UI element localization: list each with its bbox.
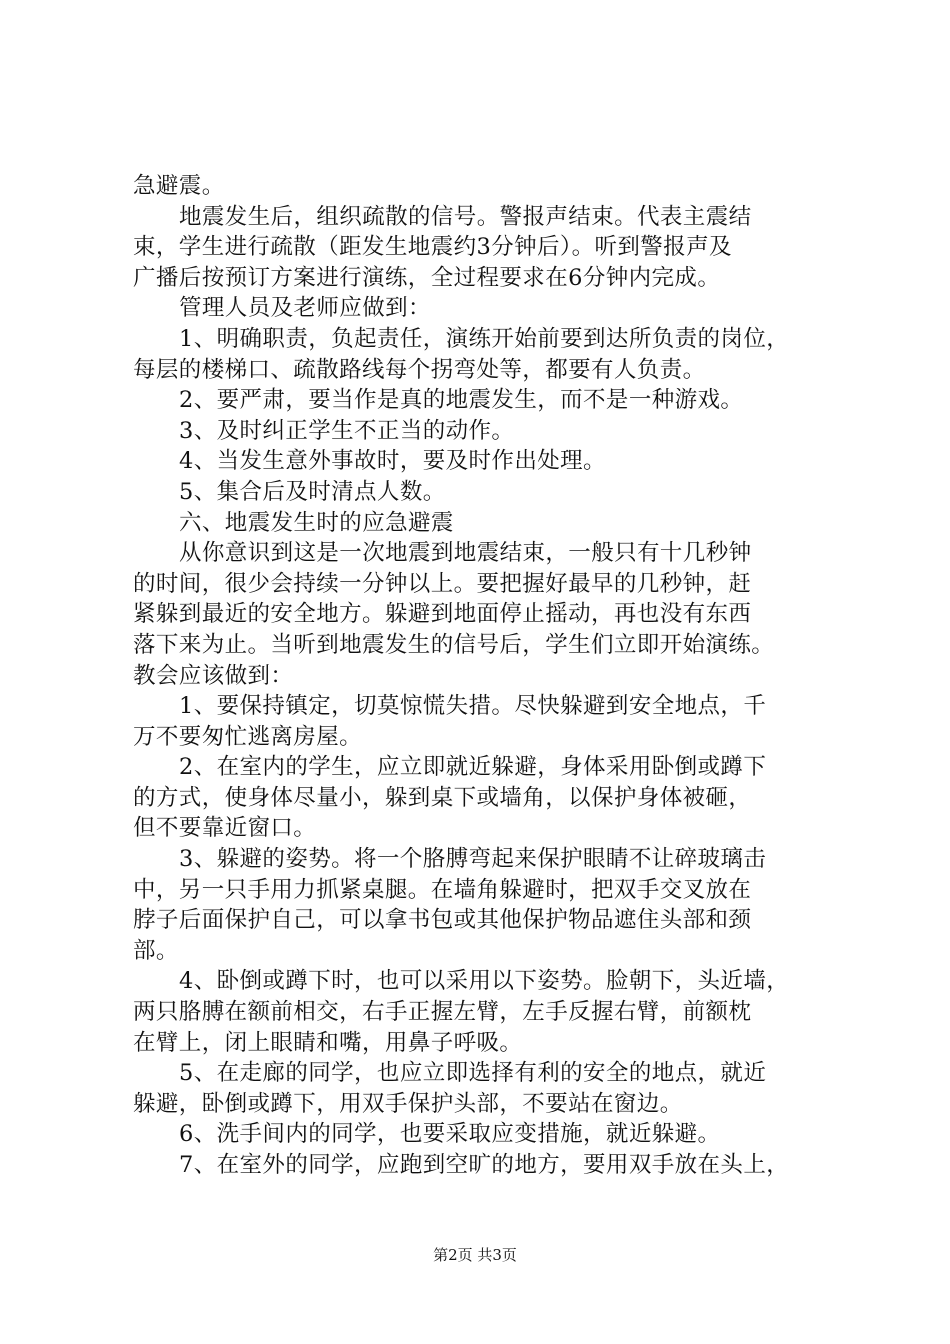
text-line: 管理人员及老师应做到： — [179, 295, 431, 322]
text-line: 急避震。 — [133, 173, 225, 199]
text-line: 7、在室外的同学，应跑到空旷的地方，要用双手放在头上， — [179, 1152, 790, 1178]
text-line: 教会应该做到： — [133, 662, 294, 689]
text-line: 3、及时纠正学生不正当的动作。 — [179, 417, 515, 444]
text-line: 部。 — [133, 937, 179, 964]
text-line: 万不要匆忙逃离房屋。 — [133, 723, 363, 750]
text-line: 中，另一只手用力抓紧桌腿。在墙角躲避时，把双手交叉放在 — [133, 876, 752, 903]
text-line: 4、卧倒或蹲下时，也可以采用以下姿势。脸朝下，头近墙， — [179, 968, 790, 995]
text-line: 6、洗手间内的同学，也要采取应变措施，就近躲避。 — [179, 1121, 721, 1148]
text-line: 六、地震发生时的应急避震 — [179, 509, 454, 536]
text-line: 在臂上，闭上眼睛和嘴，用鼻子呼吸。 — [133, 1029, 523, 1056]
text-line: 两只胳膊在额前相交，右手正握左臂，左手反握右臂，前额枕 — [133, 999, 752, 1026]
text-line: 脖子后面保护自己，可以拿书包或其他保护物品遮住头部和颈 — [133, 907, 752, 934]
text-line: 束，学生进行疏散（距发生地震约3分钟后）。听到警报声及 — [133, 234, 732, 261]
text-line: 4、当发生意外事故时，要及时作出处理。 — [179, 448, 606, 475]
text-line: 地震发生后，组织疏散的信号。警报声结束。代表主震结 — [179, 203, 752, 230]
document-body — [133, 171, 853, 1181]
text-line: 1、明确职责，负起责任，演练开始前要到达所负责的岗位， — [179, 325, 790, 352]
text-line: 1、要保持镇定，切莫惊慌失措。尽快躲避到安全地点，千 — [179, 693, 767, 720]
text-line: 的时间，很少会持续一分钟以上。要把握好最早的几秒钟，赶 — [133, 570, 752, 597]
text-line: 但不要靠近窗口。 — [133, 815, 317, 842]
page-footer: 第2页 共3页 — [433, 1246, 517, 1264]
text-line: 每层的楼梯口、疏散路线每个拐弯处等，都要有人负责。 — [133, 356, 706, 383]
text-line: 紧躲到最近的安全地方。躲避到地面停止摇动，再也没有东西 — [133, 601, 752, 628]
text-line: 的方式，使身体尽量小，躲到桌下或墙角，以保护身体被砸， — [133, 784, 752, 811]
text-line: 3、躲避的姿势。将一个胳膊弯起来保护眼睛不让碎玻璃击 — [179, 846, 767, 873]
text-line: 躲避，卧倒或蹲下，用双手保护头部，不要站在窗边。 — [133, 1090, 683, 1117]
text-line: 5、集合后及时清点人数。 — [179, 478, 446, 505]
text-line: 2、在室内的学生，应立即就近躲避，身体采用卧倒或蹲下 — [179, 754, 767, 781]
text-line: 从你意识到这是一次地震到地震结束，一般只有十几秒钟 — [179, 540, 752, 567]
text-line: 2、要严肃，要当作是真的地震发生，而不是一种游戏。 — [179, 387, 744, 414]
text-line: 落下来为止。当听到地震发生的信号后，学生们立即开始演练。 — [133, 631, 775, 658]
text-line: 广播后按预订方案进行演练，全过程要求在6分钟内完成。 — [133, 264, 721, 291]
text-line: 5、在走廊的同学，也应立即选择有利的安全的地点，就近 — [179, 1060, 767, 1087]
